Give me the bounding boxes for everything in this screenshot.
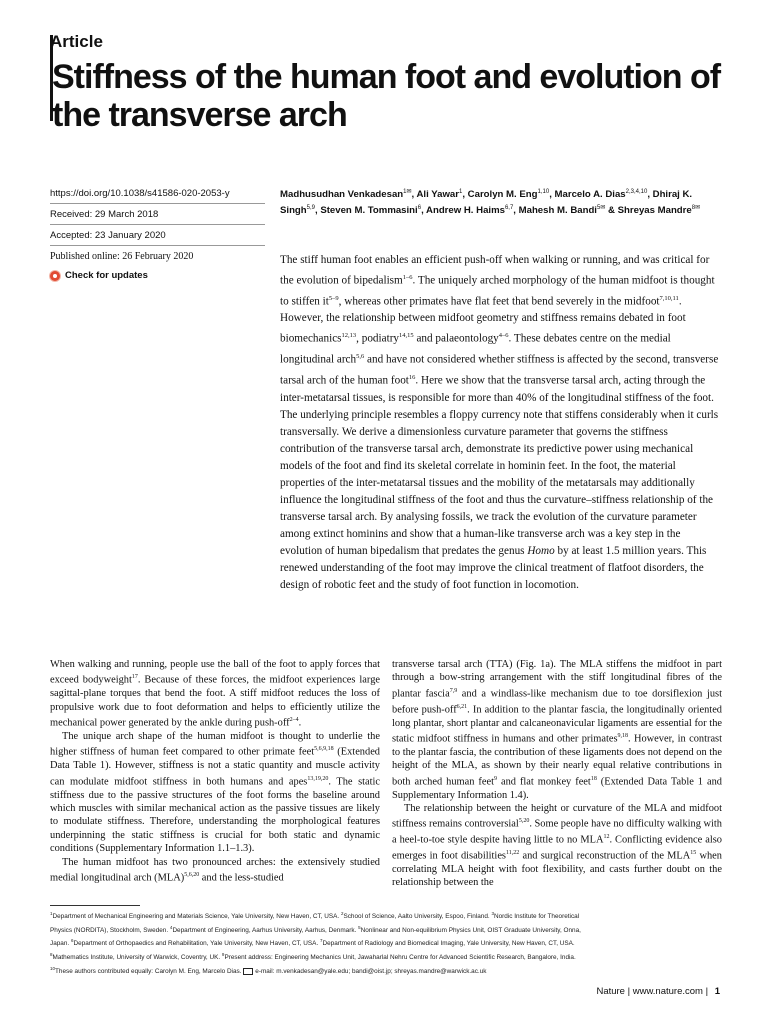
paragraph: The unique arch shape of the human midfoot is thought to underlie the higher stiffness of human feet compared to other primate feet$^{5,6,9,18}$ (Extended Data Table 1). However, stiffness is not a static quantity and muscle activity can modulate midfoot stiffness in both humans and apes$^{13,19,20}$. The static stiffness due to the passive structures of the foot forms the baseline around which muscles with similar mechanical action as the passive tissues are likely to modulate stiffness. Therefore, understanding the morphological features underpinning the static stiffness is crucial for both static and dynamic conditions (Supplementary Information 1.1–1.3). (50, 730, 380, 855)
paragraph: The relationship between the height or curvature of the MLA and midfoot stiffness remains controversial$^{5,20}$. Some people have no difficulty walking with a heel-to-toe style despite having little to no MLA$^{12}$. Conflicting evidence also emerges in foot disabilities$^{11,22}$ and surgical reconstruction of the MLA$^{15}$ when correlating MLA height with foot flexibility, and casts further doubt on the relationship between the (392, 802, 722, 889)
footnote-line: Physics (NORDITA), Stockholm, Sweden. $^4$Department of Engineering, Aarhus University, Aarhus, Denmark. $^5$Nonlinear and Non-equilibrium Physics Unit, OIST Graduate University, Onna, (50, 924, 581, 934)
page-footer (596, 986, 720, 997)
page-number: 1 (714, 986, 720, 997)
divider (50, 203, 265, 204)
article-title: Stiffness of the human foot and evolution of the transverse arch (52, 58, 721, 134)
divider (50, 224, 265, 225)
footer-separator: | (627, 986, 631, 997)
body-column-right (392, 658, 722, 890)
check-updates-label: Check for updates (65, 270, 148, 281)
accepted-date: Accepted: 23 January 2020 (50, 230, 166, 241)
footnote-line: $^8$Mathematics Institute, University of Warwick, Coventry, UK. $^9$Present address: Engineering Mechanics Unit, Jawaharlal Nehru Centre for Advanced Scientific Research, Bangalore, India. (50, 952, 576, 962)
footnote-line: $^1$Department of Mechanical Engineering and Materials Science, Yale University, New Haven, CT, USA. $^2$School of Science, Aalto University, Espoo, Finland. $^3$Nordic Institute for Theoretical (50, 911, 580, 921)
divider (50, 245, 265, 246)
paragraph: When walking and running, people use the ball of the foot to apply forces that exceed bodyweight$^{17}$. Because of these forces, the midfoot experiences large sagittal-plane torques that bend the foot. A stiff midfoot reduces the loss of propulsive work due to foot deformation and helps to efficiently utilize the mechanical power generated by the ankle during push-off$^{2-4}$. (50, 659, 380, 729)
paragraph: The human midfoot has two pronounced arches: the extensively studied medial longitudinal arch (MLA)$^{5,6,20}$ and the less-studied (50, 856, 380, 884)
footnote-line: Japan. $^6$Department of Orthopaedics and Rehabilitation, Yale University, New Haven, CT, USA. $^7$Department of Radiology and Biomedical Imaging, Yale University, New Haven, CT, USA. (50, 938, 575, 948)
crossmark-icon (50, 271, 60, 281)
footer-separator: | (705, 986, 709, 997)
author-list: Madhusudhan Venkadesan$^{1✉}$, Ali Yawar$^1$, Carolyn M. Eng$^{1,10}$, Marcelo A. Dias$^{2,3,4,10}$, Dhiraj K. Singh$^{5,9}$, Steven M. Tommasini$^6$, Andrew H. Haims$^{6,7}$, Mahesh M. Bandi$^{5✉}$ & Shreyas Mandre$^{8✉}$ (280, 189, 701, 216)
received-date: Received: 29 March 2018 (50, 209, 159, 220)
affiliations-footnotes (50, 909, 720, 978)
body-column-left (50, 658, 380, 885)
footnote-line: $^{10}$These authors contributed equally: Carolyn M. Eng, Marcelo Dias. e-mail: m.venkadesan@yale.edu; bandi@oist.jp; shreyas.mandre@warwick.ac.uk (50, 965, 487, 975)
abstract: The stiff human foot enables an efficient push-off when walking or running, and was critical for the evolution of bipedalism$^{1-6}$. The uniquely arched morphology of the human midfoot is thought to stiffen $it^{5-9}$, whereas other primates have flat feet that bend severely in the midfoot$^{7,10,11}$. However, the relationship between midfoot geometry and stiffness remains debated in foot biomechanics$^{12,13}$, podiatry$^{14,15}$ and palaeontology$^{4-6}$. These debates centre on the medial longitudinal arch$^{5,6}$ and have not considered whether stiffness is affected by the second, transverse tarsal arch of the human foot$^{16}$. Here we show that the transverse tarsal arch, acting through the inter-metatarsal tissues, is responsible for more than 40% of the longitudinal stiffness of the foot. The underlying principle resembles a floppy currency note that stiffens considerably when it curls transversally. We derive a dimensionless curvature parameter that governs the stiffness contribution of the transverse tarsal arch, demonstrate its predictive power using mechanical models of the foot and find its skeletal correlate in hominin feet. In the foot, the material properties of the inter-metatarsal tissues and the mobility of the metatarsals may additionally influence the longitudinal stiffness of the foot and thus the curvature–stiffness relationship of the transverse tarsal arch. By analysing fossils, we track the evolution of the curvature parameter among extinct hominins and show that a human-like transverse arch was a key step in the evolution of human bipedalism that predates the genus Homo by at least 1.5 million years. This renewed understanding of the foot may improve the clinical treatment of flatfoot disorders, the design of robotic feet and the study of foot function in locomotion. (280, 254, 719, 591)
footnote-rule (50, 905, 140, 906)
journal-name: Nature (596, 986, 625, 997)
doi-link[interactable]: https://doi.org/10.1038/s41586-020-2053-y (50, 188, 230, 199)
journal-website-link[interactable]: www.nature.com (632, 986, 703, 997)
paragraph: transverse tarsal arch (TTA) (Fig. 1a). The MLA stiffens the midfoot in part through a bow-string arrangement with the stiff longitudinal fibres of the plantar fascia$^{7,9}$ and a windlass-like mechanism due to toe dorsiflexion just before push-off$^{6,21}$. In addition to the plantar fascia, the longitudinally oriented long plantar, short plantar and calcaneonavicular ligaments are essential for the static midfoot stiffness in humans and other primates$^{9,18}$. However, in contrast to the plantar fascia, the contribution of these ligaments does not depend on the height of the MLA, as shown by their nearly equal relative contributions in both arched human feet$^9$ and flat monkey feet$^{18}$ (Extended Data Table 1 and Supplementary Information 1.4). (392, 659, 722, 801)
published-date: Published online: 26 February 2020 (50, 251, 194, 262)
check-updates-button[interactable] (50, 270, 265, 281)
article-type-label: Article (50, 32, 103, 51)
